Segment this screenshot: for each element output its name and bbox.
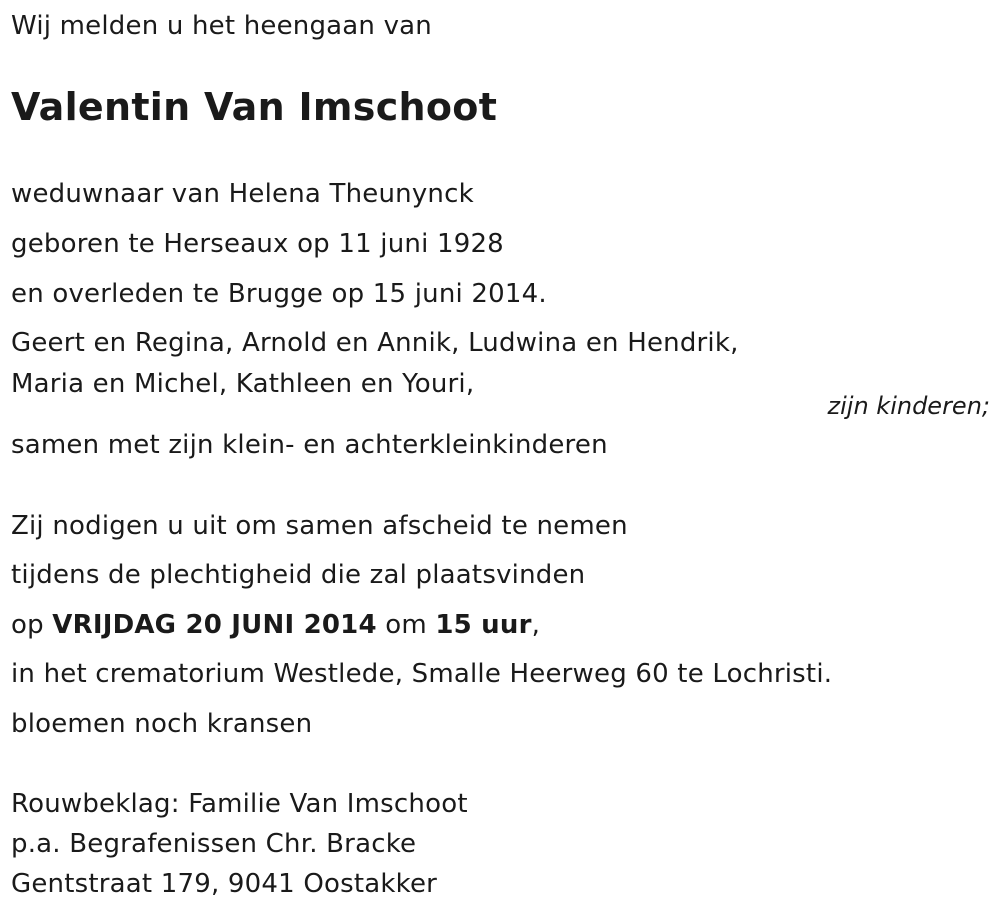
ceremony-time: 15 uur	[435, 610, 532, 640]
children-line-1: Geert en Regina, Arnold en Annik, Ludwina en Hendrik,	[11, 328, 739, 358]
invitation-line-2: tijdens de plechtigheid die zal plaatsvinden	[11, 560, 586, 590]
deceased-name: Valentin Van Imschoot	[11, 85, 498, 129]
condolence-line-3: Gentstraat 179, 9041 Oostakker	[11, 869, 438, 899]
children-label: zijn kinderen;	[827, 392, 990, 420]
condolence-line-1: Rouwbeklag: Familie Van Imschoot	[11, 789, 468, 819]
time-suffix: ,	[531, 610, 541, 640]
condolence-line-2: p.a. Begrafenissen Chr. Bracke	[11, 829, 417, 859]
time-prefix: om	[376, 610, 436, 640]
ceremony-date: VRIJDAG 20 JUNI 2014	[52, 610, 377, 640]
invitation-line-1: Zij nodigen u uit om samen afscheid te nemen	[11, 511, 628, 541]
birth-text: geboren te Herseaux op 11 juni 1928	[11, 229, 504, 259]
ceremony-date-line	[11, 612, 540, 638]
children-line-2: Maria en Michel, Kathleen en Youri,	[11, 369, 475, 399]
death-text: en overleden te Brugge op 15 juni 2014.	[11, 279, 547, 309]
grandchildren-text: samen met zijn klein- en achterkleinkinderen	[11, 430, 608, 460]
widower-of-text: weduwnaar van Helena Theunynck	[11, 179, 474, 209]
ceremony-location: in het crematorium Westlede, Smalle Heerweg 60 te Lochristi.	[11, 659, 833, 689]
flowers-note: bloemen noch kransen	[11, 709, 313, 739]
intro-text: Wij melden u het heengaan van	[11, 11, 432, 41]
date-prefix: op	[11, 610, 53, 640]
